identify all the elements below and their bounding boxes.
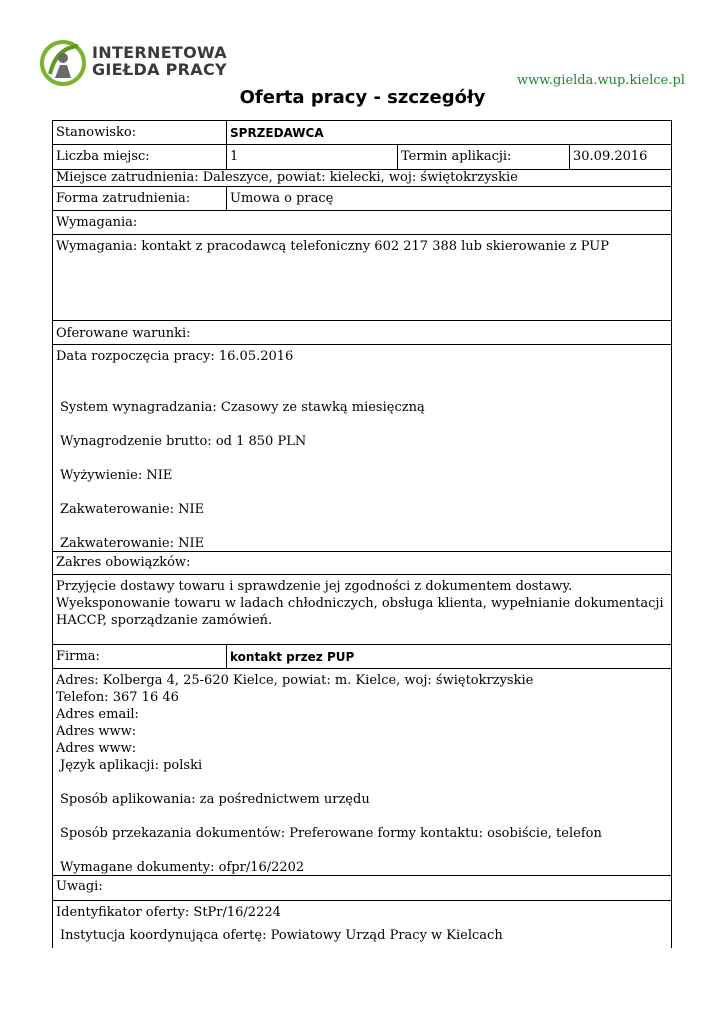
duties-header-row (52, 552, 672, 575)
www-text-1: Adres www: (56, 724, 137, 739)
conditions-header-row (52, 321, 672, 345)
requirements-label: Wymagania: (56, 215, 138, 230)
form-label: Forma zatrudnienia: (56, 191, 191, 206)
accommodation-text-2: Zakwaterowanie: NIE (60, 536, 205, 551)
site-url-link[interactable]: www.gielda.wup.kielce.pl (517, 73, 685, 88)
salary-text: Wynagrodzenie brutto: od 1 850 PLN (60, 434, 307, 449)
contact-row (52, 669, 672, 876)
logo-line-1: INTERNETOWA (92, 43, 227, 62)
offer-id-text: Identyfikator oferty: StPr/16/2224 (56, 905, 281, 920)
offer-table (52, 120, 672, 948)
accommodation-text-1: Zakwaterowanie: NIE (60, 502, 205, 517)
pay-system-text: System wynagradzania: Czasowy ze stawką miesięczną (60, 400, 425, 415)
deadline-label: Termin aplikacji: (397, 145, 569, 169)
duties-text: Przyjęcie dostawy towaru i sprawdzenie jej zgodności z dokumentem dostawy. Wyeksponowanie towaru w ladach chłodniczych, obsługa klienta, wypełnianie dokumentacji HACCP, sporządzanie zamówień. (56, 579, 664, 628)
form-value: Umowa o pracę (226, 187, 671, 210)
location-text: Miejsce zatrudnienia: Daleszyce, powiat: kielecki, woj: świętokrzyskie (56, 170, 518, 185)
location-row (52, 170, 672, 187)
position-row (52, 120, 672, 145)
logo-line-2: GIEŁDA PRACY (92, 60, 227, 79)
places-label: Liczba miejsc: (56, 149, 150, 164)
company-row (52, 645, 672, 669)
conditions-label: Oferowane warunki: (56, 326, 191, 341)
page-title: Oferta pracy - szczegóły (239, 87, 486, 108)
requirements-text: Wymagania: kontakt z pracodawcą telefoniczny 602 217 388 lub skierowanie z PUP (56, 239, 610, 254)
notes-row (52, 876, 672, 901)
duties-row (52, 575, 672, 645)
form-row (52, 187, 672, 211)
meals-text: Wyżywienie: NIE (60, 468, 173, 483)
requirements-row (52, 235, 672, 321)
institution-text: Instytucja koordynująca ofertę: Powiatowy Urząd Pracy w Kielcach (60, 928, 503, 943)
position-value: SPRZEDAWCA (226, 121, 671, 144)
phone-text: Telefon: 367 16 46 (56, 690, 179, 705)
start-date-text: Data rozpoczęcia pracy: 16.05.2016 (56, 349, 294, 364)
logo-wordmark (92, 44, 227, 78)
www-text-2: Adres www: (56, 741, 137, 756)
duties-label: Zakres obowiązków: (56, 555, 191, 570)
places-row (52, 145, 672, 170)
apply-method-text: Sposób aplikowania: za pośrednictwem urzędu (60, 792, 370, 807)
deadline-value: 30.09.2016 (569, 145, 671, 169)
company-value: kontakt przez PUP (226, 645, 671, 668)
requirements-header-row (52, 211, 672, 235)
docs-method-text: Sposób przekazania dokumentów: Preferowane formy kontaktu: osobiście, telefon (60, 826, 602, 841)
conditions-row (52, 345, 672, 552)
address-text: Adres: Kolberga 4, 25-620 Kielce, powiat: m. Kielce, woj: świętokrzyskie (56, 673, 534, 688)
required-docs-text: Wymagane dokumenty: ofpr/16/2202 (60, 860, 305, 875)
language-text: Język aplikacji: polski (60, 758, 203, 773)
company-label: Firma: (56, 649, 100, 664)
notes-label: Uwagi: (56, 879, 103, 894)
footer-info-row (52, 901, 672, 948)
email-text: Adres email: (56, 707, 139, 722)
position-label: Stanowisko: (56, 125, 137, 140)
places-value: 1 (226, 145, 397, 169)
